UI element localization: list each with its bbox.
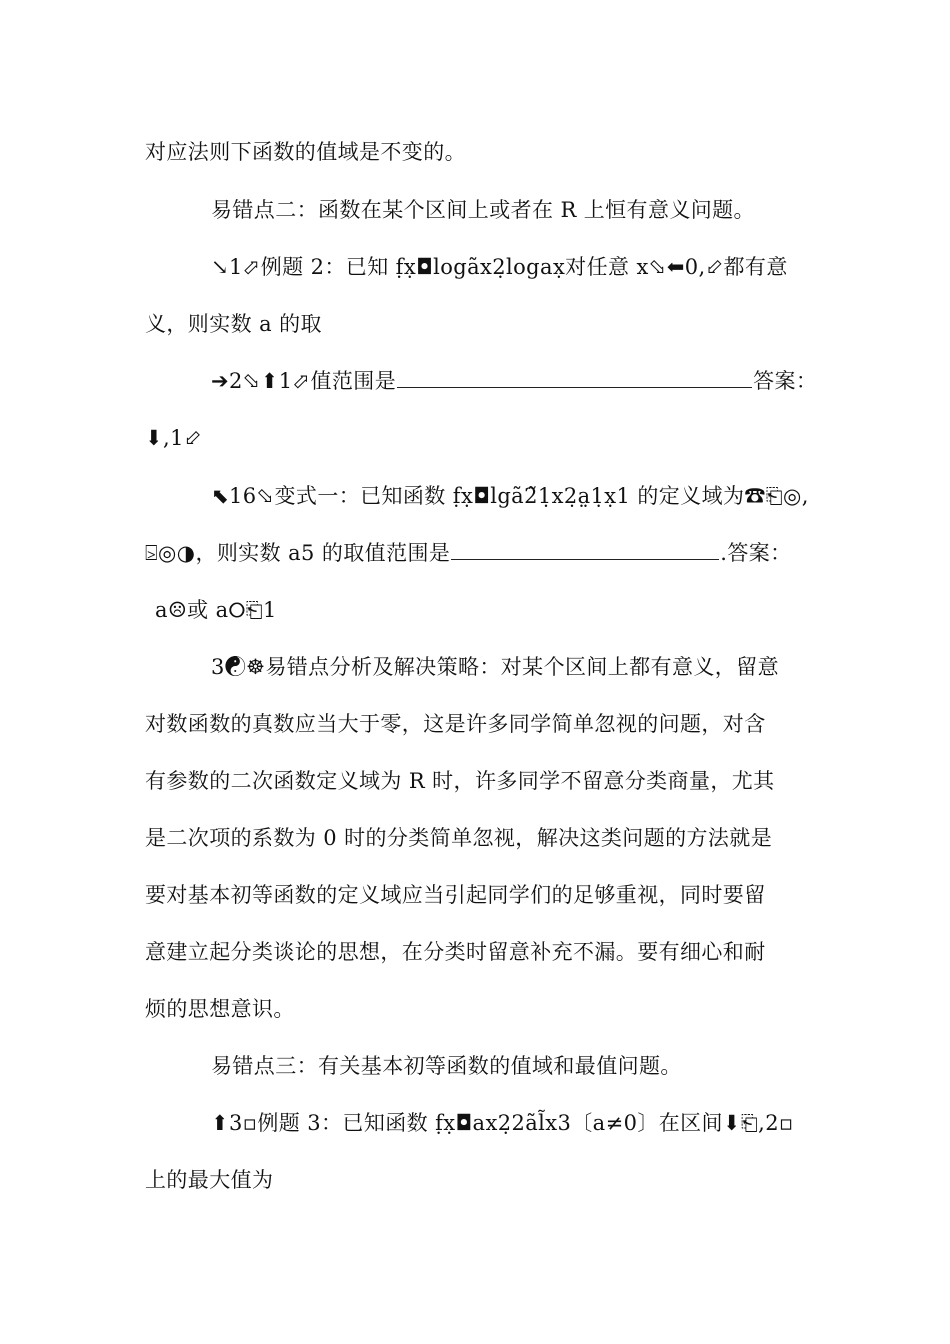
- paragraph-line: 义，则实数 a 的取: [145, 312, 322, 336]
- answer-value: ⬇,1⬃: [145, 426, 202, 450]
- fill-in-line: [145, 538, 815, 568]
- answer-label: 答案：: [753, 369, 818, 393]
- answer-blank: [451, 539, 719, 560]
- paragraph-line: 是二次项的系数为 0 时的分类简单忽视，解决这类问题的方法就是: [145, 826, 773, 850]
- paragraph-line: 要对基本初等函数的定义域应当引起同学们的足够重视，同时要留: [145, 883, 766, 907]
- example-line: ⬆3▫例题 3：已知函数 f̣x̣◘ax2̣2ãl̃x3〔a≠0〕在区间⬇⎗,2▫: [211, 1111, 794, 1135]
- paragraph-line: 意建立起分类谈论的思想，在分类时留意补充不漏。要有细心和耐: [145, 940, 766, 964]
- section-heading: 易错点三：有关基本初等函数的值域和最值问题。: [211, 1054, 682, 1078]
- answer-blank: [397, 367, 752, 388]
- fill-in-line: [211, 366, 818, 396]
- question-text: ➔2⬂⬆1⬀值范围是: [211, 369, 397, 393]
- paragraph-line: 对应法则下函数的值域是不变的。: [145, 140, 466, 164]
- variant-line: ⬉16⬂变式一：已知函数 f̣x̣◘lgã2̃1̣x2̣a̤1̣x̣1 的定义域为☎⎗◎,: [211, 484, 809, 508]
- section-heading: 易错点二：函数在某个区间上或者在 R 上恒有意义问题。: [211, 198, 755, 222]
- example-line: ↘1⬀例题 2：已知 f̣x̣◘logãx2̣logax̣对任意 x⬂⬅0,⬃都有意: [211, 255, 788, 279]
- question-text: ⍄◎◑，则实数 a5 的取值范围是: [145, 541, 451, 565]
- answer-value: a☹或 a⭘⎗1: [155, 598, 277, 622]
- paragraph-line: 对数函数的真数应当大于零，这是许多同学简单忽视的问题，对含: [145, 712, 766, 736]
- paragraph-line: 烦的思想意识。: [145, 997, 295, 1021]
- paragraph-line: 3☯☸易错点分析及解决策略：对某个区间上都有意义，留意: [211, 655, 779, 679]
- paragraph-line: 上的最大值为: [145, 1168, 274, 1192]
- answer-label: .答案：: [720, 541, 792, 565]
- paragraph-line: 有参数的二次函数定义域为 R 时，许多同学不留意分类商量，尤其: [145, 769, 775, 793]
